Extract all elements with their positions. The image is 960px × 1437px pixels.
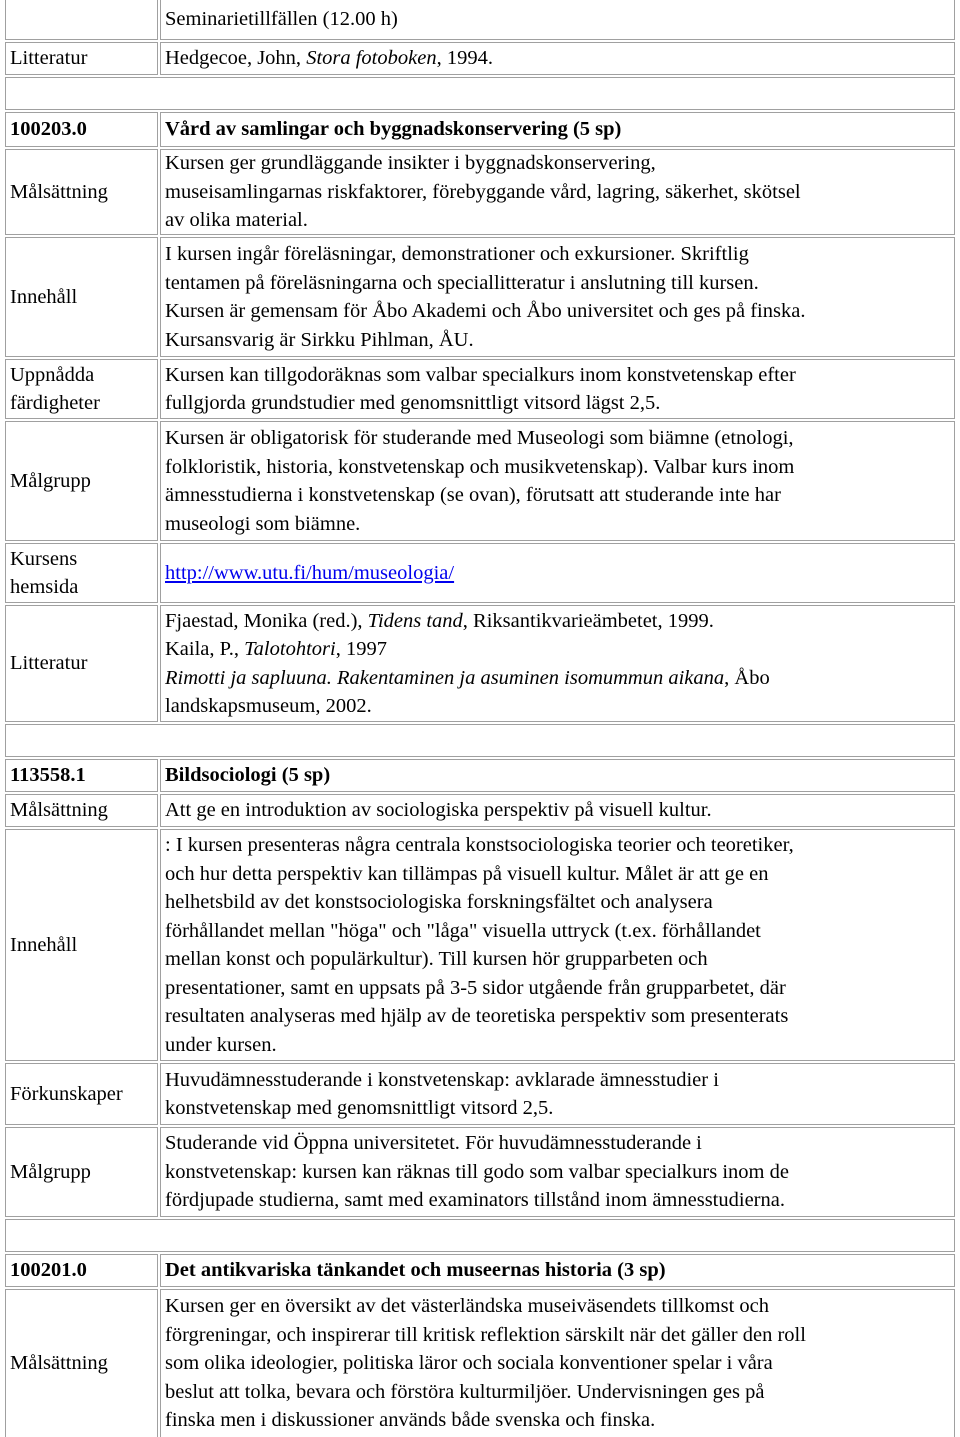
lit-publisher: , Riksantikvarieämbetet, 1999. [462,609,714,632]
value-cell [160,112,955,147]
lit-title: Talotohtori [244,638,336,660]
label-cell [5,543,158,603]
lit-year: , 1994. [436,47,493,70]
label-cell-empty [5,0,158,40]
malsattning-label: Målsättning [10,1352,108,1375]
spacer-row [5,1219,955,1252]
label-cell [5,149,158,235]
litteratur-label: Litteratur [10,47,88,70]
label-cell [5,421,158,541]
lit-author: Fjaestad, Monika (red.), [165,609,368,632]
text-line: fördjupade studierna, samt med examinators tillstånd inom ämnesstudierna. [165,1189,785,1212]
text-line: beslut att tolka, bevara och förstöra kulturmiljöer. Undervisningen ges på [165,1380,765,1403]
value-cell [160,794,955,827]
text-line: museologi som biämne. [165,512,361,535]
course2-malgrupp-row [5,1127,955,1217]
course2-title: Bildsociologi (5 sp) [165,764,331,787]
value-cell [160,1127,955,1217]
label-cell [5,237,158,357]
lit-entry-1 [165,607,950,636]
label-cell [5,605,158,722]
course2-innehall-row [5,829,955,1061]
spacer-cell [5,77,955,110]
course1-uppnadda-row [5,359,955,419]
value-cell [160,829,955,1061]
value-cell [160,0,955,40]
value-cell [160,359,955,419]
value-cell [160,1063,955,1125]
value-cell [160,421,955,541]
lit-author: Kaila, P., [165,638,245,660]
text-line: Kursen kan tillgodoräknas som valbar specialkurs inom konstvetenskap efter [165,363,796,386]
label-cell [5,759,158,792]
uppnadda-label-2: färdigheter [10,392,100,414]
course2-forkunskaper-row [5,1063,955,1125]
row-seminarier [5,0,955,40]
label-cell [5,794,158,827]
spacer-row [5,724,955,757]
course2-malsattning-row [5,794,955,827]
course3-malsattning-row [5,1289,955,1437]
value-cell [160,543,955,603]
text-line: I kursen ingår föreläsningar, demonstrationer och exkursioner. Skriftlig [165,243,749,265]
course3-code: 100201.0 [10,1259,87,1282]
label-cell [5,1289,158,1437]
text-line: förgreningar, och inspirerar till kritisk reflektion särskilt när det gäller den roll [165,1323,806,1346]
text-line: : I kursen presenteras några centrala konstsociologiska teorier och teoretiker, [165,834,794,856]
text-line: finska men i diskussioner används både svenska och finska. [165,1409,656,1432]
litteratur-text [165,44,950,73]
course2-header-row [5,759,955,792]
row-litteratur-0 [5,42,955,75]
lit-title: Rimotti ja sapluuna. Rakentaminen ja asuminen isomummun aikana [165,666,725,689]
value-cell [160,42,955,75]
course3-header-row [5,1254,955,1287]
text-line: konstvetenskap: kursen kan räknas till godo som valbar specialkurs inom de [165,1160,789,1183]
course3-title: Det antikvariska tänkandet och museernas historia (3 sp) [165,1259,666,1282]
value-cell [160,759,955,792]
spacer-cell [5,1219,955,1252]
label-cell [5,359,158,419]
text-line: fullgjorda grundstudier med genomsnittligt vitsord lägst 2,5. [165,392,661,414]
text-line: mellan konst och populärkultur). Till kursen hör grupparbeten och [165,948,708,970]
malsattning-label: Målsättning [10,799,108,822]
text-line: Kursansvarig är Sirkku Pihlman, ÅU. [165,328,474,351]
text-line: som olika ideologier, politiska läror och sociala konventioner spelar i våra [165,1352,773,1375]
lit-entry-2 [165,635,950,664]
course1-malsattning-row [5,149,955,235]
text-line: Studerande vid Öppna universitetet. För huvudämnesstuderande i [165,1132,702,1155]
course1-hemsida-row [5,543,955,603]
hemsida-label-2: hemsida [10,576,79,598]
course1-header-row [5,112,955,147]
text-line: Kursen ger grundläggande insikter i byggnadskonservering, [165,152,656,175]
text-line: och hur detta perspektiv kan tillämpas på visuell kultur. Målet är att ge en [165,862,769,885]
innehall-label: Innehåll [10,933,78,956]
value-cell [160,1254,955,1287]
text-line: konstvetenskap med genomsnittligt vitsord 2,5. [165,1097,554,1119]
course2-code: 113558.1 [10,764,86,787]
text-line: presentationer, samt en uppsats på 3-5 sidor utgående från grupparbetet, där [165,976,786,999]
text-line: Kursen är gemensam för Åbo Akademi och Åbo universitet och ges på finska. [165,300,806,322]
malgrupp-label: Målgrupp [10,1160,91,1183]
course-homepage-link[interactable]: http://www.utu.fi/hum/museologia/ [165,561,455,584]
malgrupp-label: Målgrupp [10,469,91,492]
course1-malgrupp-row [5,421,955,541]
lit-publisher: , Åbo [724,666,770,689]
course1-title: Vård av samlingar och byggnadskonservering (5 sp) [165,118,622,141]
value-cell [160,1289,955,1437]
litteratur-label: Litteratur [10,652,88,675]
text-line: av olika material. [165,209,308,232]
uppnadda-label-1: Uppnådda [10,363,95,386]
course1-litteratur-row [5,605,955,722]
label-cell [5,1254,158,1287]
text-line: Huvudämnesstuderande i konstvetenskap: avklarade ämnesstudier i [165,1068,719,1091]
text-line: folkloristik, historia, konstvetenskap och musikvetenskap). Valbar kurs inom [165,455,795,478]
label-cell [5,1127,158,1217]
text-line: Att ge en introduktion av sociologiska perspektiv på visuell kultur. [165,799,712,822]
label-cell [5,42,158,75]
value-cell [160,237,955,357]
value-cell [160,605,955,722]
lit-author: Hedgecoe, John, [165,47,307,70]
label-cell [5,829,158,1061]
text-line: under kursen. [165,1033,277,1056]
lit-title: Stora fotoboken [306,47,437,70]
malsattning-label: Målsättning [10,180,108,203]
lit-title: Tidens tand [367,609,463,632]
lit-year: , 1997 [335,638,387,660]
text-line: ämnesstudierna i konstvetenskap (se ovan), förutsatt att studerande inte har [165,484,781,506]
hemsida-label-1: Kursens [10,547,78,570]
spacer-cell [5,724,955,757]
course1-innehall-row [5,237,955,357]
text-line: förhållandet mellan "höga" och "låga" visuella uttryck (t.ex. förhållandet [165,919,761,942]
forkunskaper-label: Förkunskaper [10,1082,123,1105]
spacer-row [5,77,955,110]
text-line: Kursen är obligatorisk för studerande med Museologi som biämne (etnologi, [165,427,794,449]
text-line: resultaten analyseras med hjälp av de teoretiska perspektiv som presenterats [165,1005,789,1027]
label-cell [5,1063,158,1125]
label-cell [5,112,158,147]
text-line: museisamlingarnas riskfaktorer, förebyggande vård, lagring, säkerhet, skötsel [165,180,801,203]
value-cell [160,149,955,235]
text-line: Kursen ger en översikt av det västerländska museiväsendets tillkomst och [165,1295,770,1318]
text-line: helhetsbild av det konstsociologiska forskningsfältet och analysera [165,891,713,913]
course1-code: 100203.0 [10,118,87,141]
innehall-label: Innehåll [10,285,78,308]
lit-entry-3 [165,664,950,693]
lit-entry-3-cont: landskapsmuseum, 2002. [165,695,372,717]
seminarier-text: Seminarietillfällen (12.00 h) [165,8,398,31]
text-line: tentamen på föreläsningarna och speciallitteratur i anslutning till kursen. [165,271,759,294]
